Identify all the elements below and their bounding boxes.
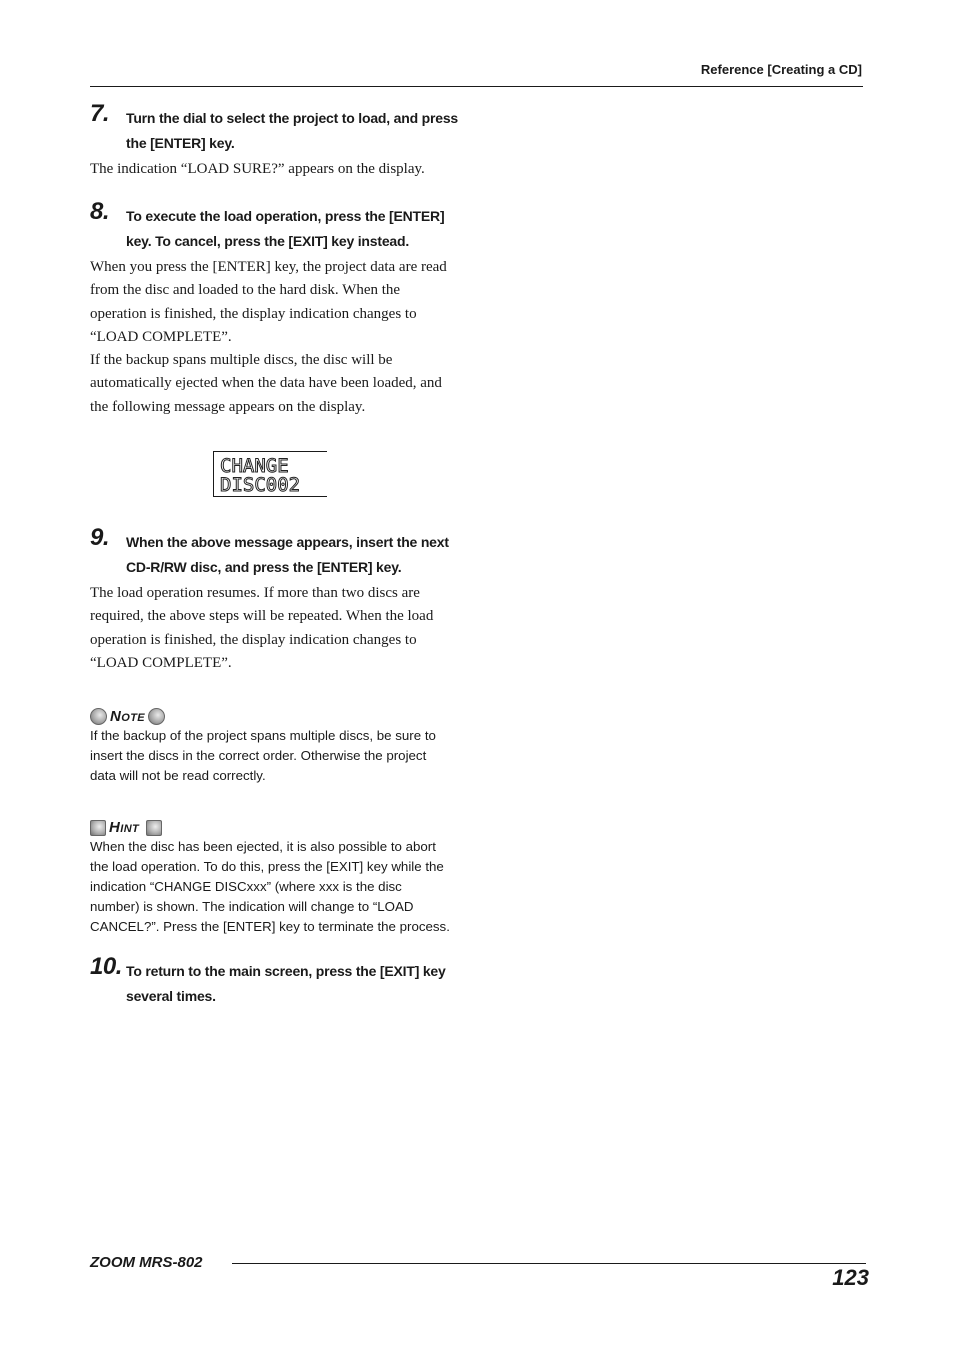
step-heading-line: CD-R/RW disc, and press the [ENTER] key. [126,558,402,575]
hint-line: the load operation. To do this, press the [EXIT] key while the [90,859,444,874]
step-7-body [90,158,454,181]
step-number: 7. [90,100,110,127]
step-heading [126,204,460,253]
running-header: Reference [Creating a CD] [700,62,862,77]
step-heading-line: Turn the dial to select the project to load, and press [126,110,458,126]
body-line: The load operation resumes. If more than two discs are [90,585,420,601]
step-8 [90,198,460,253]
page-number: 123 [832,1265,869,1290]
lcd-display [213,451,327,497]
hint-line: CANCEL?”. Press the [ENTER] key to terminate the process. [90,919,450,934]
square-bullet-icon [90,820,106,836]
body-line: operation is finished, the display indication changes to [90,631,417,648]
hint-body [90,837,454,937]
step-heading-line: several times. [126,987,216,1004]
step-heading-line: To execute the load operation, press the [ENTER] [126,208,445,224]
body-line: If the backup spans multiple discs, the disc will be [90,352,393,369]
hint-line: number) is shown. The indication will change to “LOAD [90,899,414,914]
footer-product: ZOOM MRS-802 [90,1254,203,1271]
step-number: 8. [90,198,110,225]
lcd-line-1: CHANGE [220,455,289,477]
hint-line: When the disc has been ejected, it is also possible to abort [90,839,436,854]
note-line: If the backup of the project spans multiple discs, be sure to [90,728,436,743]
hint-badge [90,819,162,836]
step-heading-line: To return to the main screen, press the [EXIT] key [126,963,446,979]
body-line: from the disc and loaded to the hard disk. When the [90,282,401,299]
body-line: The indication “LOAD SURE?” appears on the display. [90,161,425,177]
step-10 [90,953,460,1008]
step-heading [126,530,460,579]
note-body [90,726,454,786]
step-heading [126,959,460,1008]
hint-label: Hint [109,819,140,836]
square-bullet-icon [146,820,162,836]
step-number: 10. [90,953,122,980]
body-line: When you press the [ENTER] key, the project data are read [90,259,447,275]
body-line: required, the above steps will be repeated. When the load [90,608,434,625]
body-line: “LOAD COMPLETE”. [90,328,232,345]
step-heading [126,106,460,155]
step-8-body [90,256,454,419]
note-label: Note [110,708,146,725]
note-line: data will not be read correctly. [90,768,266,783]
circle-bullet-icon [148,708,165,725]
step-9 [90,524,460,579]
step-heading-line: When the above message appears, insert the next [126,534,449,550]
body-line: automatically ejected when the data have been loaded, and [90,375,442,392]
note-badge [90,708,165,725]
body-line: the following message appears on the display. [90,398,366,415]
step-heading-line: key. To cancel, press the [EXIT] key instead. [126,232,410,249]
step-9-body [90,582,454,675]
note-line: insert the discs in the correct order. Otherwise the project [90,748,427,763]
footer-rule [232,1263,866,1264]
step-7 [90,100,460,155]
step-number: 9. [90,524,110,551]
step-heading-line: the [ENTER] key. [126,134,235,151]
header-rule [90,86,863,87]
body-line: operation is finished, the display indication changes to [90,305,417,322]
body-line: “LOAD COMPLETE”. [90,654,232,671]
lcd-line-2: DISC002 [220,474,301,496]
circle-bullet-icon [90,708,107,725]
hint-line: indication “CHANGE DISCxxx” (where xxx is the disc [90,879,402,894]
